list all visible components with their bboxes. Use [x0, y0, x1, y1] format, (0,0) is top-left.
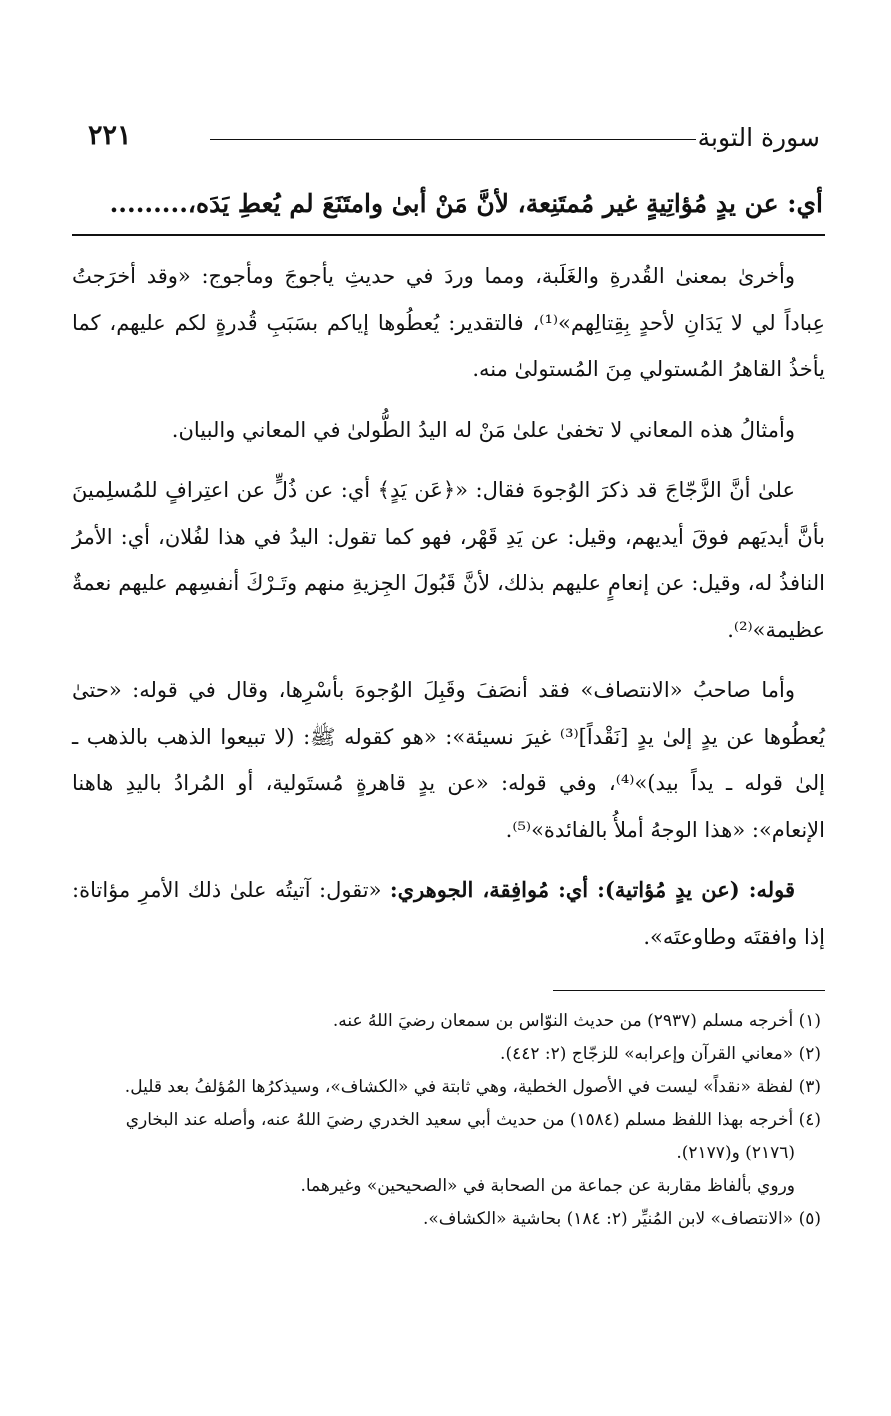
- running-header: [88, 118, 820, 158]
- verse-heading: أي: عن يدٍ مُؤاتِيةٍ غير مُمتَنِعة، لأنَّ مَنْ أبىٰ وامتَنَعَ لم يُعطِ يَدَه،.........: [109, 189, 823, 218]
- body-text: [72, 253, 825, 974]
- heading-divider: [72, 234, 825, 236]
- footnote-5: (٥) «الانتصاف» لابن المُنيِّر (٢: ١٨٤) بحاشية «الكشاف».: [423, 1209, 821, 1229]
- footnote-3: (٣) لفظة «نقداً» ليست في الأصول الخطية، وهي ثابتة في «الكشاف»، وسيذكرُها المُؤلفُ بعد قليل.: [124, 1077, 821, 1097]
- footnotes: [72, 1005, 821, 1236]
- footnote-4-note: وروي بألفاظ مقاربة عن جماعة من الصحابة في «الصحيحين» وغيرهما.: [300, 1176, 795, 1196]
- paragraph-5-rest: «تقول: آتيتُه علىٰ ذلك الأمرِ مؤاتاة: إذا وافقتَه وطاوعتَه».: [72, 878, 825, 949]
- header-rule: [210, 139, 696, 140]
- paragraph-3: علىٰ أنَّ الزَّجّاجَ قد ذكرَ الوُجوهَ فقال: «﴿عَن يَدٍ﴾ أي: عن ذُلٍّ عن اعتِرافٍ للمُسلِمينَ بأنَّ أيديَهم فوقَ أيديهم، وقيل: عن يَدِ قَهْر، فهو كما تقول: اليدُ في هذا لفُلان، أي: الأمرُ النافذُ له، وقيل: عن إنعامٍ عليهم بذلك، لأنَّ قَبُولَ الجِزيةِ منهم وتَـرْكَ أنفسِهم عليهم نعمةٌ عظيمة»⁽²⁾.: [72, 478, 825, 642]
- paragraph-5: [72, 867, 825, 960]
- surah-title: سورة التوبة: [697, 123, 820, 152]
- footnote-1: (١) أخرجه مسلم (٢٩٣٧) من حديث النوّاس بن سمعان رضيَ اللهُ عنه.: [332, 1011, 821, 1031]
- footnote-2: (٢) «معاني القرآن وإعرابه» للزجّاج (٢: ٤٤٢).: [500, 1044, 821, 1064]
- footnote-4: (٤) أخرجه بهذا اللفظ مسلم (١٥٨٤) من حديث أبي سعيد الخدري رضيَ اللهُ عنه، وأصله عند البخاري: [125, 1110, 821, 1130]
- paragraph-5-lead: قوله: (عن يدٍ مُؤاتية): أي: مُوافِقة، الجوهري:: [389, 877, 795, 902]
- footnote-4-continuation: (٢١٧٦) و(٢١٧٧).: [676, 1143, 795, 1163]
- page-number: ٢٢١: [88, 120, 132, 151]
- paragraph-1: وأخرىٰ بمعنىٰ القُدرةِ والغَلَبة، ومما وردَ في حديثِ يأجوجَ ومأجوج: «وقد أخرَجتُ عِباداً لي لا يَدَانِ لأحدٍ بِقِتالِهم»⁽¹⁾، فالتقدير: يُعطُوها إياكم بسَبَبِ قُدرةٍ لكم عليهم، كما يأخذُ القاهرُ المُستولي مِنَ المُستولىٰ منه.: [72, 264, 825, 381]
- footnote-divider: [553, 990, 825, 991]
- paragraph-2: وأمثالُ هذه المعاني لا تخفىٰ علىٰ مَنْ له اليدُ الطُّولىٰ في المعاني والبيان.: [171, 417, 795, 442]
- paragraph-4: وأما صاحبُ «الانتصاف» فقد أنصَفَ وقَبِلَ الوُجوهَ بأسْرِها، وقال في قوله: «حتىٰ يُعطُوها عن يدٍ إلىٰ يدٍ [نَقْداً]⁽³⁾ غيرَ نسيئة»: «هو كقوله ﷺ: (لا تبيعوا الذهب بالذهب ـ إلىٰ قوله ـ يداً بيد)»⁽⁴⁾، وفي قوله: «عن يدٍ قاهرةٍ مُستَولية، أو المُرادُ باليدِ هاهنا الإنعام»: «هذا الوجهُ أملأُ بالفائدة»⁽⁵⁾.: [72, 678, 825, 842]
